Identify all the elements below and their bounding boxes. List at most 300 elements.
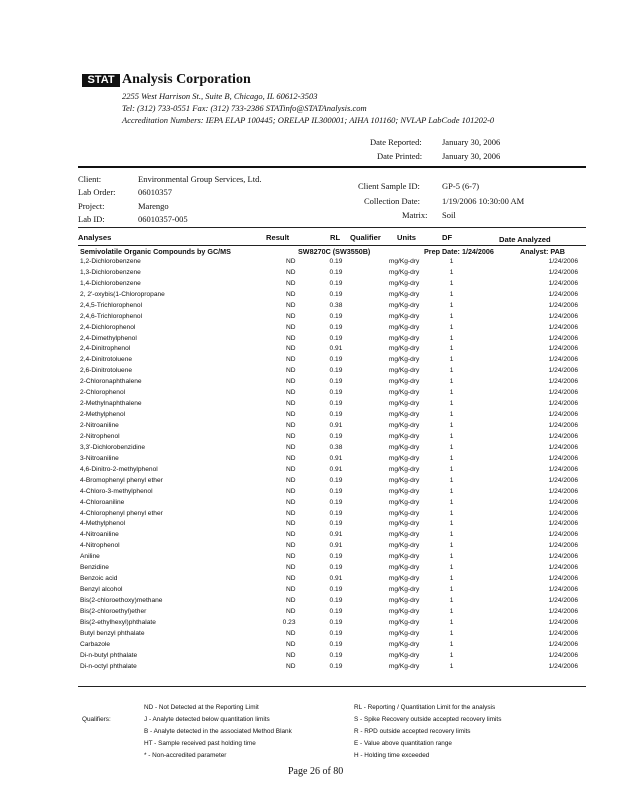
units-value: mg/Kg-dry	[388, 465, 420, 473]
qualifier-b: B - Analyte detected in the associated Method Blank	[144, 728, 292, 735]
lab-order-value: 06010357	[138, 187, 172, 197]
date-analyzed-value: 1/24/2006	[548, 323, 578, 331]
rl-value: 0.38	[329, 443, 343, 451]
rl-value: 0.19	[329, 432, 343, 440]
df-value: 1	[449, 586, 454, 594]
table-row	[80, 398, 590, 409]
col-units: Units	[397, 233, 416, 242]
rl-value: 0.19	[329, 411, 343, 419]
analyte-name: Bis(2-chloroethyl)ether	[80, 607, 147, 615]
result-value: ND	[285, 422, 296, 430]
qualifier-value	[360, 573, 388, 584]
analyte-name: 4-Nitroaniline	[80, 531, 119, 539]
df-value: 1	[449, 279, 454, 287]
units-value: mg/Kg-dry	[388, 607, 420, 615]
analyte-name: 2,6-Dinitrotoluene	[80, 367, 133, 375]
df-value: 1	[449, 509, 454, 517]
qualifier-value	[360, 300, 388, 311]
df-value: 1	[449, 498, 454, 506]
df-value: 1	[449, 553, 454, 561]
header-divider	[78, 166, 586, 168]
units-value: mg/Kg-dry	[388, 443, 420, 451]
df-value: 1	[449, 432, 454, 440]
date-reported-value: January 30, 2006	[442, 137, 501, 147]
analyte-name: Bis(2-chloroethoxy)methane	[80, 597, 163, 605]
df-value: 1	[449, 411, 454, 419]
table-row	[80, 606, 590, 617]
units-value: mg/Kg-dry	[388, 356, 420, 364]
units-value: mg/Kg-dry	[388, 651, 420, 659]
units-value: mg/Kg-dry	[388, 367, 420, 375]
analyte-name: 4-Nitrophenol	[80, 542, 120, 550]
result-value: ND	[285, 411, 296, 419]
rl-value: 0.19	[329, 509, 343, 517]
qualifier-value	[360, 409, 388, 420]
analyte-name: 2,4,5-Trichlorophenol	[80, 301, 143, 309]
col-result: Result	[266, 233, 290, 242]
qualifier-nd: ND - Not Detected at the Reporting Limit	[144, 704, 259, 711]
analyte-name: 4-Chlorophenyl phenyl ether	[80, 509, 163, 517]
result-value: ND	[285, 367, 296, 375]
project-label: Project:	[78, 201, 105, 211]
table-row	[80, 584, 590, 595]
date-analyzed-value: 1/24/2006	[548, 279, 578, 287]
result-value: ND	[285, 607, 296, 615]
result-value: ND	[285, 356, 296, 364]
units-value: mg/Kg-dry	[388, 257, 420, 265]
table-row	[80, 628, 590, 639]
analyte-name: 2-Methylnaphthalene	[80, 400, 142, 408]
qualifier-value	[360, 354, 388, 365]
table-row	[80, 376, 590, 387]
table-row	[80, 486, 590, 497]
date-analyzed-value: 1/24/2006	[548, 607, 578, 615]
date-analyzed-value: 1/24/2006	[548, 509, 578, 517]
rl-value: 0.91	[329, 465, 343, 473]
date-analyzed-value: 1/24/2006	[548, 378, 578, 386]
company-contact: Tel: (312) 733-0551 Fax: (312) 733-2386 STATinfo@STATAnalysis.com	[122, 103, 367, 113]
table-row	[80, 442, 590, 453]
df-value: 1	[449, 334, 454, 342]
section-method: SW8270C (SW3550B)	[298, 247, 371, 256]
table-row	[80, 475, 590, 486]
analyte-name: 2, 2'-oxybis(1-Chloropropane	[80, 290, 165, 298]
result-value: ND	[285, 400, 296, 408]
df-value: 1	[449, 465, 454, 473]
date-analyzed-value: 1/24/2006	[548, 662, 578, 670]
units-value: mg/Kg-dry	[388, 509, 420, 517]
units-value: mg/Kg-dry	[388, 629, 420, 637]
rl-value: 0.19	[329, 268, 343, 276]
rl-value: 0.91	[329, 531, 343, 539]
qualifier-value	[360, 333, 388, 344]
table-row	[80, 562, 590, 573]
date-analyzed-value: 1/24/2006	[548, 618, 578, 626]
df-value: 1	[449, 312, 454, 320]
date-analyzed-value: 1/24/2006	[548, 411, 578, 419]
units-value: mg/Kg-dry	[388, 312, 420, 320]
qualifier-value	[360, 529, 388, 540]
units-value: mg/Kg-dry	[388, 662, 420, 670]
units-value: mg/Kg-dry	[388, 323, 420, 331]
qualifier-value	[360, 278, 388, 289]
rl-value: 0.19	[329, 651, 343, 659]
qualifier-value	[360, 289, 388, 300]
rl-value: 0.91	[329, 422, 343, 430]
rl-value: 0.19	[329, 257, 343, 265]
date-analyzed-value: 1/24/2006	[548, 312, 578, 320]
units-value: mg/Kg-dry	[388, 640, 420, 648]
result-value: ND	[285, 509, 296, 517]
result-value: ND	[285, 651, 296, 659]
result-value: ND	[285, 629, 296, 637]
df-value: 1	[449, 422, 454, 430]
rl-value: 0.19	[329, 400, 343, 408]
qualifier-value	[360, 376, 388, 387]
analyte-name: 1,2-Dichlorobenzene	[80, 257, 141, 265]
result-value: ND	[285, 476, 296, 484]
df-value: 1	[449, 323, 454, 331]
rl-value: 0.19	[329, 279, 343, 287]
analyte-name: Benzyl alcohol	[80, 586, 123, 594]
rl-value: 0.19	[329, 629, 343, 637]
table-row	[80, 333, 590, 344]
table-row	[80, 322, 590, 333]
units-value: mg/Kg-dry	[388, 575, 420, 583]
analyte-name: Butyl benzyl phthalate	[80, 629, 145, 637]
table-row	[80, 289, 590, 300]
col-rl: RL	[330, 233, 341, 242]
date-analyzed-value: 1/24/2006	[548, 301, 578, 309]
qualifier-value	[360, 431, 388, 442]
table-row	[80, 278, 590, 289]
table-row	[80, 431, 590, 442]
df-value: 1	[449, 618, 454, 626]
date-analyzed-value: 1/24/2006	[548, 531, 578, 539]
rl-value: 0.19	[329, 367, 343, 375]
units-value: mg/Kg-dry	[388, 345, 420, 353]
qualifier-value	[360, 606, 388, 617]
rl-value: 0.19	[329, 356, 343, 364]
table-row	[80, 617, 590, 628]
units-value: mg/Kg-dry	[388, 411, 420, 419]
analyte-name: 2,4,6-Trichlorophenol	[80, 312, 143, 320]
result-value: ND	[285, 586, 296, 594]
qualifier-e: E - Value above quantitation range	[354, 740, 452, 747]
table-row	[80, 497, 590, 508]
result-value: ND	[285, 432, 296, 440]
result-value: ND	[285, 378, 296, 386]
units-value: mg/Kg-dry	[388, 553, 420, 561]
df-value: 1	[449, 268, 454, 276]
client-sample-id-label: Client Sample ID:	[358, 181, 420, 191]
rl-value: 0.19	[329, 487, 343, 495]
qualifier-value	[360, 453, 388, 464]
table-row	[80, 267, 590, 278]
analyte-name: Di-n-butyl phthalate	[80, 651, 138, 659]
result-value: ND	[285, 323, 296, 331]
qualifier-value	[360, 540, 388, 551]
qualifier-s: S - Spike Recovery outside accepted recovery limits	[354, 716, 502, 723]
rl-value: 0.19	[329, 662, 343, 670]
analyte-name: 2,4-Dinitrotoluene	[80, 356, 133, 364]
date-analyzed-value: 1/24/2006	[548, 290, 578, 298]
date-analyzed-value: 1/24/2006	[548, 334, 578, 342]
analyte-name: 3-Nitroaniline	[80, 454, 119, 462]
table-row	[80, 387, 590, 398]
rl-value: 0.38	[329, 301, 343, 309]
analyte-name: Aniline	[80, 553, 100, 561]
result-value: ND	[285, 257, 296, 265]
rl-value: 0.91	[329, 575, 343, 583]
units-value: mg/Kg-dry	[388, 498, 420, 506]
section-analyst: Analyst: PAB	[520, 247, 565, 256]
table-row	[80, 464, 590, 475]
df-value: 1	[449, 443, 454, 451]
rl-value: 0.19	[329, 640, 343, 648]
df-value: 1	[449, 542, 454, 550]
company-name: Analysis Corporation	[122, 72, 251, 87]
date-analyzed-value: 1/24/2006	[548, 520, 578, 528]
table-row	[80, 365, 590, 376]
section-title: Semivolatile Organic Compounds by GC/MS	[80, 247, 231, 256]
date-analyzed-value: 1/24/2006	[548, 597, 578, 605]
df-value: 1	[449, 301, 454, 309]
analyte-name: 1,4-Dichlorobenzene	[80, 279, 141, 287]
qualifier-value	[360, 519, 388, 530]
lab-id-value: 06010357-005	[138, 214, 188, 224]
units-value: mg/Kg-dry	[388, 389, 420, 397]
analyte-name: 2-Nitrophenol	[80, 432, 120, 440]
accreditation-numbers: Accreditation Numbers: IEPA ELAP 100445; ORELAP IL300001; AIHA 101160; NVLAP LabCode 101202-0	[122, 115, 495, 125]
date-printed-label: Date Printed:	[377, 151, 423, 161]
date-analyzed-value: 1/24/2006	[548, 400, 578, 408]
result-value: ND	[285, 465, 296, 473]
date-printed-value: January 30, 2006	[442, 151, 501, 161]
units-value: mg/Kg-dry	[388, 400, 420, 408]
collection-date-label: Collection Date:	[364, 196, 420, 206]
date-analyzed-value: 1/24/2006	[548, 651, 578, 659]
rl-value: 0.19	[329, 607, 343, 615]
df-value: 1	[449, 564, 454, 572]
date-analyzed-value: 1/24/2006	[548, 498, 578, 506]
date-analyzed-value: 1/24/2006	[548, 432, 578, 440]
result-value: ND	[285, 334, 296, 342]
date-analyzed-value: 1/24/2006	[548, 465, 578, 473]
result-value: ND	[285, 542, 296, 550]
client-sample-id-value: GP-5 (6-7)	[442, 181, 480, 191]
qualifier-value	[360, 595, 388, 606]
analyte-name: 4,6-Dinitro-2-methylphenol	[80, 465, 158, 473]
qualifiers-label: Qualifiers:	[82, 716, 111, 723]
units-value: mg/Kg-dry	[388, 454, 420, 462]
rl-value: 0.19	[329, 290, 343, 298]
units-value: mg/Kg-dry	[388, 531, 420, 539]
qualifier-value	[360, 442, 388, 453]
lab-id-label: Lab ID:	[78, 214, 105, 224]
units-value: mg/Kg-dry	[388, 520, 420, 528]
result-value: ND	[285, 575, 296, 583]
df-value: 1	[449, 629, 454, 637]
project-value: Marengo	[138, 201, 169, 211]
units-value: mg/Kg-dry	[388, 586, 420, 594]
analyte-name: 4-Methylphenol	[80, 520, 126, 528]
date-analyzed-value: 1/24/2006	[548, 476, 578, 484]
result-value: ND	[285, 290, 296, 298]
analyte-name: 1,3-Dichlorobenzene	[80, 268, 141, 276]
df-value: 1	[449, 454, 454, 462]
units-value: mg/Kg-dry	[388, 476, 420, 484]
qualifier-h: H - Holding time exceeded	[354, 752, 430, 759]
collection-date-value: 1/19/2006 10:30:00 AM	[442, 196, 525, 206]
df-value: 1	[449, 400, 454, 408]
result-value: ND	[285, 487, 296, 495]
table-row	[80, 300, 590, 311]
qualifier-ht: HT - Sample received past holding time	[144, 740, 256, 747]
qualifier-value	[360, 508, 388, 519]
result-value: ND	[285, 498, 296, 506]
qualifier-value	[360, 475, 388, 486]
table-row	[80, 354, 590, 365]
date-analyzed-value: 1/24/2006	[548, 268, 578, 276]
analyte-name: 2-Chloronaphthalene	[80, 378, 142, 386]
rl-value: 0.91	[329, 454, 343, 462]
result-value: ND	[285, 301, 296, 309]
rl-value: 0.19	[329, 586, 343, 594]
units-value: mg/Kg-dry	[388, 564, 420, 572]
qualifier-rl: RL - Reporting / Quantitation Limit for the analysis	[354, 704, 496, 711]
table-row	[80, 573, 590, 584]
qualifier-value	[360, 387, 388, 398]
table-row	[80, 409, 590, 420]
df-value: 1	[449, 345, 454, 353]
units-value: mg/Kg-dry	[388, 597, 420, 605]
date-analyzed-value: 1/24/2006	[548, 553, 578, 561]
df-value: 1	[449, 607, 454, 615]
qualifier-value	[360, 398, 388, 409]
date-analyzed-value: 1/24/2006	[548, 454, 578, 462]
qualifier-j: J - Analyte detected below quantitation limits	[144, 716, 270, 723]
analyte-name: 4-Chloroaniline	[80, 498, 125, 506]
rl-value: 0.19	[329, 389, 343, 397]
qualifier-value	[360, 551, 388, 562]
df-value: 1	[449, 651, 454, 659]
df-value: 1	[449, 367, 454, 375]
section-prep-date: Prep Date: 1/24/2006	[424, 247, 494, 256]
rl-value: 0.91	[329, 345, 343, 353]
table-row	[80, 540, 590, 551]
df-value: 1	[449, 257, 454, 265]
result-value: ND	[285, 443, 296, 451]
qualifier-value	[360, 486, 388, 497]
analyte-name: 2-Nitroaniline	[80, 422, 119, 430]
date-analyzed-value: 1/24/2006	[548, 629, 578, 637]
date-reported-label: Date Reported:	[370, 137, 422, 147]
result-value: ND	[285, 389, 296, 397]
qualifier-value	[360, 267, 388, 278]
client-value: Environmental Group Services, Ltd.	[138, 174, 262, 184]
units-value: mg/Kg-dry	[388, 618, 420, 626]
result-value: ND	[285, 268, 296, 276]
rl-value: 0.19	[329, 323, 343, 331]
company-address: 2255 West Harrison St., Suite B, Chicago, IL 60612-3503	[122, 91, 318, 101]
df-value: 1	[449, 389, 454, 397]
analyte-name: 2-Chlorophenol	[80, 389, 126, 397]
results-table	[80, 256, 590, 672]
matrix-value: Soil	[442, 210, 456, 220]
table-row	[80, 508, 590, 519]
col-df: DF	[442, 233, 453, 242]
qualifier-value	[360, 464, 388, 475]
rl-value: 0.19	[329, 378, 343, 386]
result-value: ND	[285, 312, 296, 320]
rl-value: 0.19	[329, 618, 343, 626]
qualifier-value	[360, 256, 388, 267]
table-row	[80, 595, 590, 606]
result-value: ND	[285, 520, 296, 528]
table-row	[80, 453, 590, 464]
qualifier-value	[360, 617, 388, 628]
result-value: ND	[285, 597, 296, 605]
date-analyzed-value: 1/24/2006	[548, 564, 578, 572]
df-value: 1	[449, 290, 454, 298]
table-row	[80, 519, 590, 530]
result-value: ND	[285, 454, 296, 462]
units-value: mg/Kg-dry	[388, 422, 420, 430]
qualifier-value	[360, 497, 388, 508]
result-value: ND	[285, 640, 296, 648]
df-value: 1	[449, 378, 454, 386]
result-value: ND	[285, 531, 296, 539]
df-value: 1	[449, 531, 454, 539]
rl-value: 0.19	[329, 553, 343, 561]
qualifier-value	[360, 322, 388, 333]
analyte-name: Di-n-octyl phthalate	[80, 662, 137, 670]
table-row	[80, 650, 590, 661]
rl-value: 0.19	[329, 564, 343, 572]
df-value: 1	[449, 575, 454, 583]
rl-value: 0.19	[329, 498, 343, 506]
analyte-name: Carbazole	[80, 640, 111, 648]
result-value: ND	[285, 662, 296, 670]
qualifier-value	[360, 650, 388, 661]
date-analyzed-value: 1/24/2006	[548, 345, 578, 353]
units-value: mg/Kg-dry	[388, 432, 420, 440]
col-analyses: Analyses	[78, 233, 112, 242]
table-row	[80, 256, 590, 267]
date-analyzed-value: 1/24/2006	[548, 389, 578, 397]
qualifier-value	[360, 639, 388, 650]
rl-value: 0.91	[329, 542, 343, 550]
date-analyzed-value: 1/24/2006	[548, 542, 578, 550]
df-value: 1	[449, 356, 454, 364]
company-logo: STAT	[82, 74, 120, 87]
units-value: mg/Kg-dry	[388, 487, 420, 495]
result-value: ND	[285, 553, 296, 561]
units-value: mg/Kg-dry	[388, 334, 420, 342]
analyte-name: 4-Chloro-3-methylphenol	[80, 487, 153, 495]
df-value: 1	[449, 476, 454, 484]
rl-value: 0.19	[329, 520, 343, 528]
df-value: 1	[449, 662, 454, 670]
date-analyzed-value: 1/24/2006	[548, 575, 578, 583]
analyte-name: 2,4-Dichlorophenol	[80, 323, 136, 331]
col-date-analyzed: Date Analyzed	[499, 235, 551, 244]
units-value: mg/Kg-dry	[388, 279, 420, 287]
page-number: Page 26 of 80	[288, 766, 344, 777]
analyte-name: Benzidine	[80, 564, 109, 572]
analyte-name: Bis(2-ethylhexyl)phthalate	[80, 618, 156, 626]
